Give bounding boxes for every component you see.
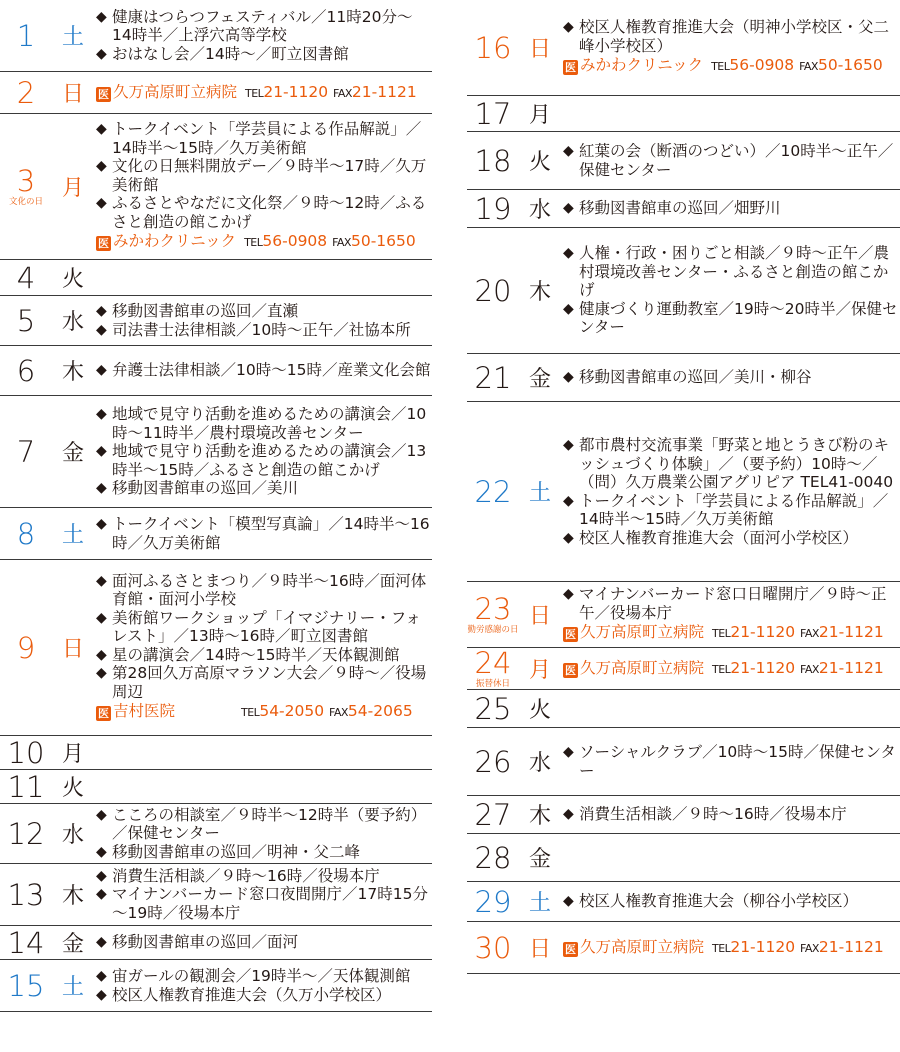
day-number: 11 (7, 769, 45, 804)
event-item: ◆ 校区人権教育推進大会（久万小学校区） (96, 986, 432, 1005)
weekday-label: 火 (528, 698, 551, 723)
events-cell (563, 690, 900, 727)
fax-label: FAX (799, 60, 818, 73)
clinic-contact (711, 56, 883, 74)
holiday-label: 勤労感謝の日 (467, 625, 519, 635)
fax-label: FAX (800, 662, 819, 676)
date-cell (467, 690, 519, 727)
day-row (0, 770, 432, 804)
tel-number: 21-1120 (730, 658, 796, 677)
date-cell (0, 296, 52, 345)
event-item: ◆ 移動図書館車の巡回／美川 (96, 479, 432, 498)
day-row (467, 582, 900, 648)
day-row (0, 346, 432, 396)
day-row (0, 508, 432, 560)
day-row (467, 402, 900, 582)
fax-label: FAX (800, 941, 819, 955)
event-item: ◆ ソーシャルクラブ／10時～15時／保健センター (563, 743, 900, 780)
clinic-icon: 医 (98, 707, 109, 721)
date-cell (467, 402, 519, 581)
tel-label: TEL (712, 662, 731, 676)
tel-number: 21-1120 (730, 623, 796, 641)
event-item: ◆ マイナンバーカード窓口夜間開庁／17時15分～19時／役場本庁 (96, 885, 432, 922)
fax-number: 21-1121 (818, 623, 884, 641)
event-item: ◆ 校区人権教育推進大会（柳谷小学校区） (563, 892, 900, 911)
day-number: 16 (474, 30, 512, 65)
tel-label: TEL (712, 941, 731, 955)
date-cell (0, 72, 52, 113)
event-item: ◆ トークイベント「模型写真論」／14時半～16時／久万美術館 (96, 515, 432, 552)
day-row (467, 796, 900, 834)
clinic-name: みかわクリニック (113, 232, 237, 250)
clinic-name: 久万高原町立病院 (580, 623, 705, 641)
date-cell (0, 736, 52, 769)
clinic-icon: 医 (565, 61, 576, 74)
date-cell (467, 796, 519, 833)
date-cell (467, 648, 519, 689)
day-number: 2 (16, 75, 36, 110)
event-item: ◆ こころの相談室／９時半～12時半（要予約）／保健センター (96, 806, 432, 843)
events-cell (563, 582, 900, 647)
events-cell (96, 804, 432, 863)
date-cell (0, 114, 52, 259)
clinic-icon: 医 (565, 628, 576, 641)
day-row (467, 96, 900, 132)
weekday-label: 水 (61, 310, 84, 335)
day-number: 12 (7, 816, 45, 851)
event-item: ◆ 紅葉の会（断酒のつどい）／10時半～正午／保健センター (563, 142, 900, 179)
day-number: 6 (16, 353, 36, 388)
clinic-name: 久万高原町立病院 (113, 82, 238, 101)
tel-label: TEL (711, 60, 730, 73)
date-cell (467, 132, 519, 189)
on-duty-clinic (563, 658, 900, 680)
fax-label: FAX (333, 86, 352, 100)
weekday-label: 金 (61, 441, 84, 466)
fax-number: 21-1121 (351, 82, 417, 101)
date-cell (467, 922, 519, 973)
event-item: ◆ 校区人権教育推進大会（面河小学校区） (563, 529, 900, 548)
day-row (467, 728, 900, 796)
day-number: 7 (16, 434, 36, 469)
event-item: ◆ マイナンバーカード窓口日曜開庁／９時～正午／役場本庁 (563, 585, 900, 622)
on-duty-clinic (563, 622, 900, 644)
event-item: ◆ 宙ガールの観測会／19時半～／天体観測館 (96, 967, 432, 986)
tel-number: 21-1120 (263, 82, 329, 101)
events-cell (563, 228, 900, 353)
day-number: 3 (16, 164, 36, 198)
day-number: 14 (7, 925, 45, 960)
date-cell (0, 560, 52, 735)
clinic-icon: 医 (565, 663, 576, 677)
weekday-label: 金 (528, 367, 551, 392)
event-item: ◆ 面河ふるさとまつり／９時半～16時／面河体育館・面河小学校 (96, 572, 432, 609)
event-item: ◆ 地域で見守り活動を進めるための講演会／13時半～15時／ふるさと創造の館こかげ (96, 442, 432, 479)
date-cell (467, 0, 519, 95)
weekday-label: 土 (61, 523, 84, 548)
date-cell (0, 396, 52, 507)
on-duty-clinic (96, 231, 432, 253)
day-row (467, 0, 900, 96)
event-item: ◆ 都市農村交流事業「野菜と地とうきび粉のキッシュづくり体験」／（要予約）10時～／（問）久万農業公園アグリピア TEL41-0040 (563, 436, 900, 492)
day-number: 9 (16, 630, 36, 665)
day-row (467, 922, 900, 974)
day-number: 25 (474, 691, 512, 726)
on-duty-clinic (563, 937, 900, 959)
date-cell (467, 228, 519, 353)
day-row (467, 354, 900, 402)
weekday-label: 水 (61, 823, 84, 848)
day-number: 15 (7, 968, 45, 1003)
weekday-label: 土 (528, 891, 551, 916)
fax-label: FAX (800, 627, 819, 640)
event-item: ◆ 移動図書館車の巡回／面河 (96, 933, 432, 952)
clinic-name: 久万高原町立病院 (580, 658, 705, 677)
event-item: ◆ 移動図書館車の巡回／畑野川 (563, 199, 900, 218)
holiday-label: 振替休日 (475, 679, 510, 689)
event-item: ◆ 移動図書館車の巡回／美川・柳谷 (563, 368, 900, 387)
day-row (467, 648, 900, 690)
day-number: 18 (474, 143, 512, 178)
events-cell (96, 770, 432, 803)
day-row (0, 926, 432, 960)
date-cell (0, 770, 52, 803)
weekday-label: 月 (61, 176, 84, 201)
events-cell (96, 560, 432, 735)
event-item: ◆ 健康はつらつフェスティバル／11時20分～14時半／上浮穴高等学校 (96, 8, 432, 45)
date-cell (0, 260, 52, 295)
tel-label: TEL (245, 86, 264, 100)
tel-number: 54-2050 (259, 702, 325, 721)
event-item: ◆ 健康づくり運動教室／19時～20時半／保健センター (563, 300, 900, 337)
day-number: 21 (474, 360, 512, 395)
fax-label: FAX (332, 236, 351, 249)
day-row (467, 132, 900, 190)
events-cell (96, 508, 432, 559)
weekday-label: 金 (528, 847, 551, 872)
clinic-contact (241, 702, 413, 720)
weekday-label: 木 (528, 280, 551, 305)
weekday-label: 日 (528, 604, 551, 629)
weekday-label: 土 (528, 481, 551, 506)
date-cell (467, 882, 519, 921)
weekday-label: 火 (61, 267, 84, 292)
events-cell (96, 114, 432, 259)
tel-label: TEL (241, 706, 260, 720)
event-item: ◆ 星の講演会／14時～15時半／天体観測館 (96, 646, 432, 665)
events-cell (96, 346, 432, 395)
day-number: 29 (474, 884, 512, 919)
day-number: 30 (474, 930, 512, 965)
day-number: 8 (16, 516, 36, 551)
events-cell (563, 648, 900, 689)
event-item: ◆ トークイベント「学芸員による作品解説」／14時半～15時／久万美術館 (96, 120, 432, 157)
weekday-label: 日 (61, 82, 84, 107)
events-cell (563, 96, 900, 131)
weekday-label: 木 (528, 804, 551, 829)
clinic-contact (712, 659, 884, 677)
events-cell (563, 834, 900, 881)
weekday-label: 水 (528, 198, 551, 223)
day-number: 23 (474, 592, 512, 626)
fax-number: 21-1121 (818, 658, 884, 677)
clinic-name: 久万高原町立病院 (580, 937, 705, 956)
date-cell (0, 926, 52, 959)
calendar-column-right (467, 0, 900, 974)
tel-number: 21-1120 (730, 937, 796, 956)
event-item: ◆ おはなし会／14時～／町立図書館 (96, 45, 432, 64)
tel-label: TEL (244, 236, 263, 249)
day-row (467, 228, 900, 354)
fax-number: 54-2065 (347, 702, 413, 721)
day-row (0, 864, 432, 926)
on-duty-clinic (96, 701, 432, 723)
weekday-label: 火 (528, 150, 551, 175)
day-row (0, 114, 432, 260)
day-row (0, 960, 432, 1012)
date-cell (467, 354, 519, 401)
weekday-label: 月 (61, 742, 84, 767)
date-cell (0, 864, 52, 925)
date-cell (0, 804, 52, 863)
event-item: ◆ 消費生活相談／９時～16時／役場本庁 (96, 867, 432, 886)
events-cell (96, 926, 432, 959)
day-number: 22 (474, 474, 512, 509)
events-cell (96, 296, 432, 345)
day-row (0, 260, 432, 296)
events-cell (563, 354, 900, 401)
day-row (467, 690, 900, 728)
event-item: ◆ 美術館ワークショップ「イマジナリー・フォレスト」／13時～16時／町立図書館 (96, 609, 432, 646)
event-item: ◆ ふるさとやなだに文化祭／９時～12時／ふるさと創造の館こかげ (96, 194, 432, 231)
event-item: ◆ 第28回久万高原マラソン大会／９時～／役場周辺 (96, 664, 432, 701)
weekday-label: 日 (61, 637, 84, 662)
day-number: 4 (16, 260, 36, 295)
weekday-label: 土 (61, 975, 84, 1000)
weekday-label: 日 (528, 37, 551, 62)
clinic-contact (244, 232, 416, 250)
date-cell (467, 96, 519, 131)
date-cell (0, 0, 52, 71)
tel-label: TEL (712, 627, 731, 640)
fax-number: 50-1650 (817, 56, 883, 74)
event-item: ◆ 地域で見守り活動を進めるための講演会／10時～11時半／農村環境改善センター (96, 405, 432, 442)
clinic-icon: 医 (98, 237, 109, 250)
clinic-contact (245, 83, 417, 101)
events-cell (96, 0, 432, 71)
weekday-label: 土 (61, 25, 84, 50)
event-item: ◆ 文化の日無料開放デー／９時半～17時／久万美術館 (96, 157, 432, 194)
day-number: 26 (474, 744, 512, 779)
events-cell (96, 260, 432, 295)
events-cell (563, 728, 900, 795)
date-cell (0, 508, 52, 559)
event-item: ◆ トークイベント「学芸員による作品解説」／14時半～15時／久万美術館 (563, 492, 900, 529)
day-row (0, 736, 432, 770)
day-number: 19 (474, 191, 512, 226)
event-item: ◆ 校区人権教育推進大会（明神小学校区・父二峰小学校区） (563, 18, 900, 55)
day-row (0, 72, 432, 114)
date-cell (467, 834, 519, 881)
clinic-contact (712, 938, 884, 956)
day-row (0, 396, 432, 508)
day-row (0, 0, 432, 72)
weekday-label: 月 (528, 103, 551, 128)
weekday-label: 木 (61, 884, 84, 909)
day-number: 28 (474, 840, 512, 875)
clinic-icon: 医 (565, 942, 576, 956)
weekday-label: 水 (528, 751, 551, 776)
day-number: 24 (474, 646, 512, 680)
on-duty-clinic (563, 55, 900, 77)
holiday-label: 文化の日 (8, 197, 43, 207)
events-cell (96, 736, 432, 769)
events-cell (563, 922, 900, 973)
on-duty-clinic (96, 82, 432, 104)
day-number: 1 (16, 18, 36, 53)
day-row (467, 190, 900, 228)
tel-number: 56-0908 (729, 56, 795, 74)
date-cell (467, 190, 519, 227)
fax-number: 21-1121 (818, 937, 884, 956)
weekday-label: 火 (61, 776, 84, 801)
day-row (0, 296, 432, 346)
events-cell (563, 402, 900, 581)
date-cell (467, 728, 519, 795)
day-number: 13 (7, 877, 45, 912)
clinic-name: みかわクリニック (580, 56, 704, 74)
event-item: ◆ 移動図書館車の巡回／直瀬 (96, 302, 432, 321)
day-row (0, 560, 432, 736)
event-item: ◆ 人権・行政・困りごと相談／９時～正午／農村環境改善センター・ふるさと創造の館こかげ (563, 244, 900, 300)
day-number: 20 (474, 273, 512, 308)
events-cell (563, 882, 900, 921)
date-cell (0, 346, 52, 395)
events-cell (96, 72, 432, 113)
weekday-label: 木 (61, 360, 84, 385)
event-item: ◆ 司法書士法律相談／10時～正午／社協本所 (96, 321, 432, 340)
tel-number: 56-0908 (262, 232, 328, 250)
clinic-contact (712, 623, 884, 641)
day-row (467, 882, 900, 922)
events-cell (96, 960, 432, 1011)
clinic-icon: 医 (98, 87, 109, 101)
day-number: 10 (7, 735, 45, 770)
day-number: 17 (474, 96, 512, 131)
fax-number: 50-1650 (350, 232, 416, 250)
weekday-label: 月 (528, 658, 551, 683)
fax-label: FAX (329, 706, 348, 720)
day-number: 5 (16, 303, 36, 338)
weekday-label: 金 (61, 932, 84, 957)
events-cell (96, 864, 432, 925)
day-row (467, 834, 900, 882)
events-cell (563, 796, 900, 833)
event-item: ◆ 弁護士法律相談／10時～15時／産業文化会館 (96, 361, 432, 380)
weekday-label: 日 (528, 937, 551, 962)
event-item: ◆ 移動図書館車の巡回／明神・父二峰 (96, 843, 432, 862)
events-cell (563, 190, 900, 227)
day-row (0, 804, 432, 864)
date-cell (467, 582, 519, 647)
events-cell (96, 396, 432, 507)
calendar-column-left (0, 0, 432, 1012)
event-item: ◆ 消費生活相談／９時～16時／役場本庁 (563, 805, 900, 824)
events-cell (563, 132, 900, 189)
date-cell (0, 960, 52, 1011)
clinic-name: 吉村医院 (113, 702, 176, 721)
events-cell (563, 0, 900, 95)
day-number: 27 (474, 797, 512, 832)
